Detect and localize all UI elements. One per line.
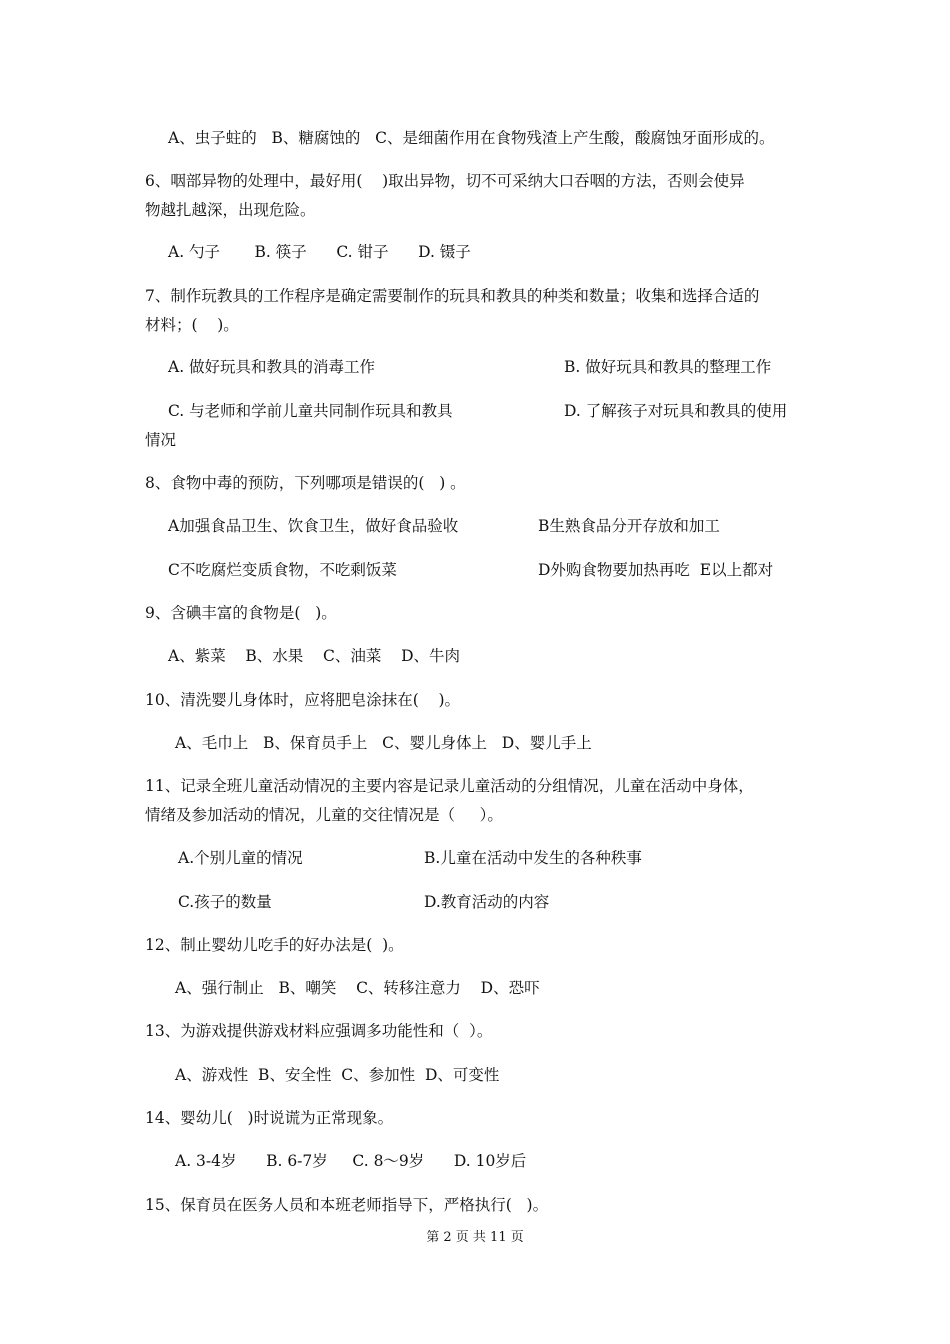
- q12-stem: 12、制止婴幼儿吃手的好办法是( )。: [145, 936, 404, 954]
- q14-options: A. 3-4岁 B. 6-7岁 C. 8～9岁 D. 10岁后: [175, 1152, 527, 1170]
- q8-option-a: A加强食品卫生、饮食卫生，做好食品验收: [168, 517, 459, 535]
- q7-option-c: C. 与老师和学前儿童共同制作玩具和教具: [168, 402, 453, 420]
- q11-option-c: C.孩子的数量: [178, 893, 272, 911]
- q7-option-d: D. 了解孩子对玩具和教具的使用: [564, 402, 788, 420]
- q7-stem-line2: 材料；( )。: [145, 316, 239, 334]
- q11-option-a: A.个别儿童的情况: [178, 849, 303, 867]
- q12-options: A、强行制止 B、嘲笑 C、转移注意力 D、恐吓: [175, 979, 540, 997]
- q8-stem: 8、食物中毒的预防，下列哪项是错误的( ) 。: [145, 474, 466, 492]
- q7-option-d-continued: 情况: [145, 431, 177, 449]
- q5-options: A、虫子蛀的 B、糖腐蚀的 C、是细菌作用在食物残渣上产生酸，酸腐蚀牙面形成的。: [168, 129, 775, 147]
- q8-option-c: C不吃腐烂变质食物，不吃剩饭菜: [168, 561, 397, 579]
- q6-stem-line1: 6、咽部异物的处理中，最好用( )取出异物，切不可采纳大口吞咽的方法，否则会使异: [145, 172, 745, 190]
- q14-stem: 14、婴幼儿( )时说谎为正常现象。: [145, 1109, 394, 1127]
- q7-option-a: A. 做好玩具和教具的消毒工作: [168, 358, 376, 376]
- q11-option-b: B.儿童在活动中发生的各种秩事: [424, 849, 642, 867]
- q10-options: A、毛巾上 B、保育员手上 C、婴儿身体上 D、婴儿手上: [175, 734, 592, 752]
- q9-options: A、紫菜 B、水果 C、油菜 D、牛肉: [168, 647, 460, 665]
- q6-stem-line2: 物越扎越深，出现危险。: [145, 201, 316, 219]
- q9-stem: 9、含碘丰富的食物是( )。: [145, 604, 337, 622]
- q11-stem-line2: 情绪及参加活动的情况，儿童的交往情况是（ ）。: [145, 806, 503, 824]
- q13-stem: 13、为游戏提供游戏材料应强调多功能性和（ ）。: [145, 1022, 493, 1040]
- q11-option-d: D.教育活动的内容: [424, 893, 550, 911]
- q7-option-b: B. 做好玩具和教具的整理工作: [564, 358, 772, 376]
- page-number-footer: 第 2 页 共 11 页: [426, 1230, 524, 1245]
- q10-stem: 10、清洗婴儿身体时，应将肥皂涂抹在( )。: [145, 691, 461, 709]
- q11-stem-line1: 11、记录全班儿童活动情况的主要内容是记录儿童活动的分组情况，儿童在活动中身体，: [145, 777, 754, 795]
- q7-stem-line1: 7、制作玩教具的工作程序是确定需要制作的玩具和教具的种类和数量；收集和选择合适的: [145, 287, 760, 305]
- q8-option-d-e: D外购食物要加热再吃 E以上都对: [538, 561, 774, 579]
- q13-options: A、游戏性 B、安全性 C、参加性 D、可变性: [175, 1066, 500, 1084]
- q6-options: A. 勺子 B. 筷子 C. 钳子 D. 镊子: [168, 243, 471, 261]
- q15-stem: 15、保育员在医务人员和本班老师指导下，严格执行( )。: [145, 1196, 549, 1214]
- q8-option-b: B生熟食品分开存放和加工: [538, 517, 720, 535]
